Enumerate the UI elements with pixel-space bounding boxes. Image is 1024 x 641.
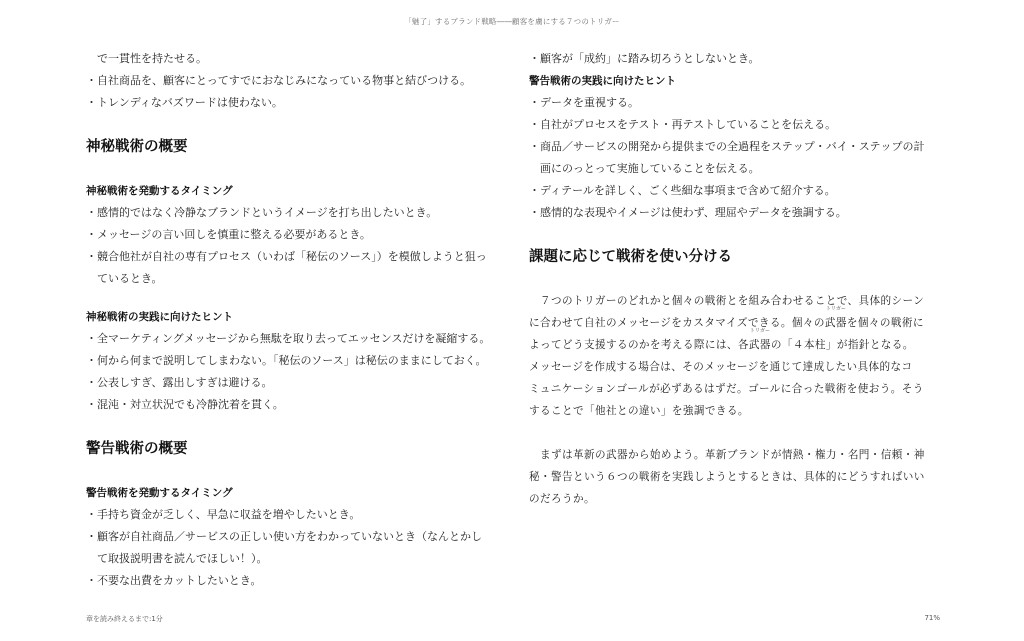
list-item: ・競合他社が自社の専有プロセス（いわば「秘伝のソース」）を模倣しようと狙っ bbox=[86, 250, 487, 263]
list-item: ・データを重視する。 bbox=[529, 96, 639, 109]
paragraph-line: ７つのトリガーのどれかと個々の戦術とを組み合わせることで、具体的シーン bbox=[529, 295, 925, 307]
paragraph-gap bbox=[529, 422, 943, 433]
section-heading-mystery: 神秘戦術の概要 bbox=[86, 139, 188, 155]
ruby-word bbox=[748, 328, 771, 356]
body-paragraph-1 bbox=[529, 290, 943, 422]
list-item: で一貫性を持たせる。 bbox=[86, 52, 207, 65]
list-item: ・顧客が「成約」に踏み切ろうとしないとき。 bbox=[529, 52, 760, 65]
paragraph-line: 秘・警告という６つの戦術を実践しようとするときは、具体的にどうすればいい bbox=[529, 471, 925, 483]
list-item: ・混沌・対立状況でも冷静沈着を貫く。 bbox=[86, 398, 284, 411]
list-item: ・メッセージの言い回しを慎重に整える必要があるとき。 bbox=[86, 228, 371, 241]
list-item: 画にのっとって実施していることを伝える。 bbox=[529, 162, 760, 175]
list-item: て取扱説明書を読んでほしい！）。 bbox=[86, 552, 268, 565]
paragraph-line: のだろうか。 bbox=[529, 493, 595, 505]
paragraph-line: ミュニケーションゴールが必ずあるはずだ。ゴールに合った戦術を使おう。そう bbox=[529, 383, 924, 395]
ruby-word bbox=[824, 306, 847, 334]
subheading-mystery-hints: 神秘戦術の実践に向けたヒント bbox=[86, 311, 233, 323]
list-item: ているとき。 bbox=[86, 272, 163, 285]
list-item: ・公表しすぎ、露出しすぎは避ける。 bbox=[86, 376, 273, 389]
paragraph-line bbox=[529, 328, 943, 356]
book-title-header: 「魅了」するブランド戦略――顧客を虜にする７つのトリガー bbox=[404, 17, 620, 26]
subheading-alarm-hints: 警告戦術の実践に向けたヒント bbox=[529, 75, 676, 87]
list-item: ・何から何まで説明してしまわない。「秘伝のソース」は秘伝のままにしておく。 bbox=[86, 354, 487, 367]
ruby-annotation: トリガー bbox=[749, 328, 770, 334]
subheading-mystery-timing: 神秘戦術を発動するタイミング bbox=[86, 185, 233, 197]
ruby-annotation: トリガー bbox=[825, 306, 846, 312]
list-item: ・自社商品を、顧客にとってすでにおなじみになっている物事と結びつける。 bbox=[86, 74, 472, 87]
list-item: ・全マーケティングメッセージから無駄を取り去ってエッセンスだけを凝縮する。 bbox=[86, 332, 491, 345]
list-item: ・感情的な表現やイメージは使わず、理屈やデータを強調する。 bbox=[529, 206, 847, 219]
section-heading-tactics: 課題に応じて戦術を使い分ける bbox=[529, 249, 732, 265]
paragraph-line: まずは革新の武器から始めよう。革新ブランドが情熱・権力・名門・信頼・神 bbox=[529, 449, 925, 461]
subheading-alarm-timing: 警告戦術を発動するタイミング bbox=[86, 487, 233, 499]
list-item: ・感情的ではなく冷静なブランドというイメージを打ち出したいとき。 bbox=[86, 206, 438, 219]
list-item: ・不要な出費をカットしたいとき。 bbox=[86, 574, 262, 587]
paragraph-line: メッセージを作成する場合は、そのメッセージを通じて達成したい具体的なコ bbox=[529, 361, 913, 373]
list-item: ・トレンディなバズワードは使わない。 bbox=[86, 96, 283, 109]
list-item: ・手持ち資金が乏しく、早急に収益を増やしたいとき。 bbox=[86, 508, 361, 521]
list-item: ・顧客が自社商品／サービスの正しい使い方をわかっていないとき（なんとかし bbox=[86, 530, 482, 543]
section-heading-alarm: 警告戦術の概要 bbox=[86, 441, 188, 457]
text-run: よってどう支援するのかを考える際には、各 bbox=[529, 339, 749, 351]
list-item: ・商品／サービスの開発から提供までの全過程をステップ・バイ・ステップの計 bbox=[529, 140, 925, 153]
ruby-base: 武器 bbox=[748, 339, 771, 351]
paragraph-line bbox=[529, 306, 943, 334]
right-column bbox=[529, 48, 943, 510]
ruby-base: 武器 bbox=[824, 317, 847, 329]
paragraph-line: することで「他社との違い」を強調できる。 bbox=[529, 405, 749, 417]
text-run: を個々の戦術に bbox=[846, 317, 924, 329]
left-column bbox=[86, 48, 506, 592]
list-item: ・ディテールを詳しく、ごく些細な事項まで含めて紹介する。 bbox=[529, 184, 836, 197]
paragraph-gap bbox=[529, 433, 943, 444]
reading-progress-percent: 71% bbox=[924, 614, 940, 622]
text-run: に合わせて自社のメッセージをカスタマイズできる。個々の bbox=[529, 317, 825, 329]
list-item: ・自社がプロセスをテスト・再テストしていることを伝える。 bbox=[529, 118, 837, 131]
chapter-time-remaining: 章を読み終えるまで:1分 bbox=[86, 615, 163, 623]
text-run: の「４本柱」が指針となる。 bbox=[770, 339, 914, 351]
body-paragraph-2 bbox=[529, 444, 943, 510]
